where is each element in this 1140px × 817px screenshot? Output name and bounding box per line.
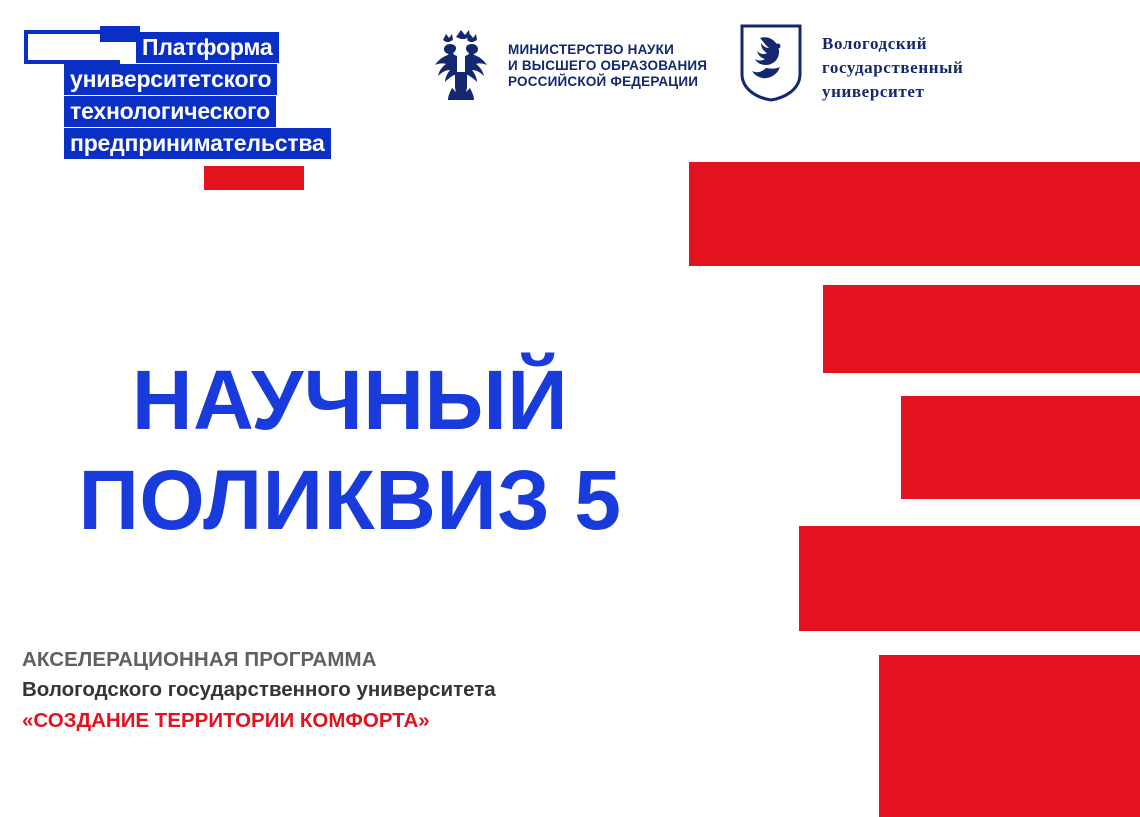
university-line-2: государственный <box>822 58 964 77</box>
subtitle-line-program-name: «СОЗДАНИЕ ТЕРРИТОРИИ КОМФОРТА» <box>22 709 430 732</box>
subtitle-block <box>22 645 702 736</box>
platform-logo-hook-fill <box>100 26 140 42</box>
university-line-1: Вологодский <box>822 34 928 53</box>
platform-logo <box>24 26 374 166</box>
subtitle-line-program: АКСЕЛЕРАЦИОННАЯ ПРОГРАММА <box>22 648 377 671</box>
ministry-block <box>428 28 707 104</box>
russian-double-headed-eagle-emblem <box>428 28 494 104</box>
platform-logo-line-4: предпринимательства <box>64 128 331 159</box>
ministry-line-2: И ВЫСШЕГО ОБРАЗОВАНИЯ <box>508 58 708 73</box>
decor-red-block-1 <box>689 162 1140 266</box>
page-title-line-1: НАУЧНЫЙ <box>131 353 569 447</box>
vologda-state-university-shield-emblem <box>740 24 802 102</box>
platform-logo-red-bar <box>204 166 304 190</box>
slide-header <box>0 0 1140 170</box>
platform-logo-line-3: технологического <box>64 96 276 127</box>
platform-logo-line-1: Платформа <box>136 32 279 63</box>
platform-logo-line-2: университетского <box>64 64 277 95</box>
decor-red-block-5 <box>879 655 1140 817</box>
university-line-3: университет <box>822 82 925 101</box>
decor-red-block-3 <box>901 396 1140 499</box>
ministry-line-1: МИНИСТЕРСТВО НАУКИ <box>508 42 674 57</box>
subtitle-line-university: Вологодского государственного университета <box>22 678 496 701</box>
university-text <box>822 24 963 104</box>
page-title <box>0 350 700 550</box>
page-title-line-2: ПОЛИКВИЗ 5 <box>78 453 622 547</box>
decor-red-block-2 <box>823 285 1140 373</box>
decor-red-block-4 <box>799 526 1140 631</box>
ministry-line-3: РОССИЙСКОЙ ФЕДЕРАЦИИ <box>508 74 699 89</box>
ministry-text <box>508 28 707 90</box>
university-block <box>740 24 963 104</box>
decor-red-block-6 <box>1020 795 1140 817</box>
